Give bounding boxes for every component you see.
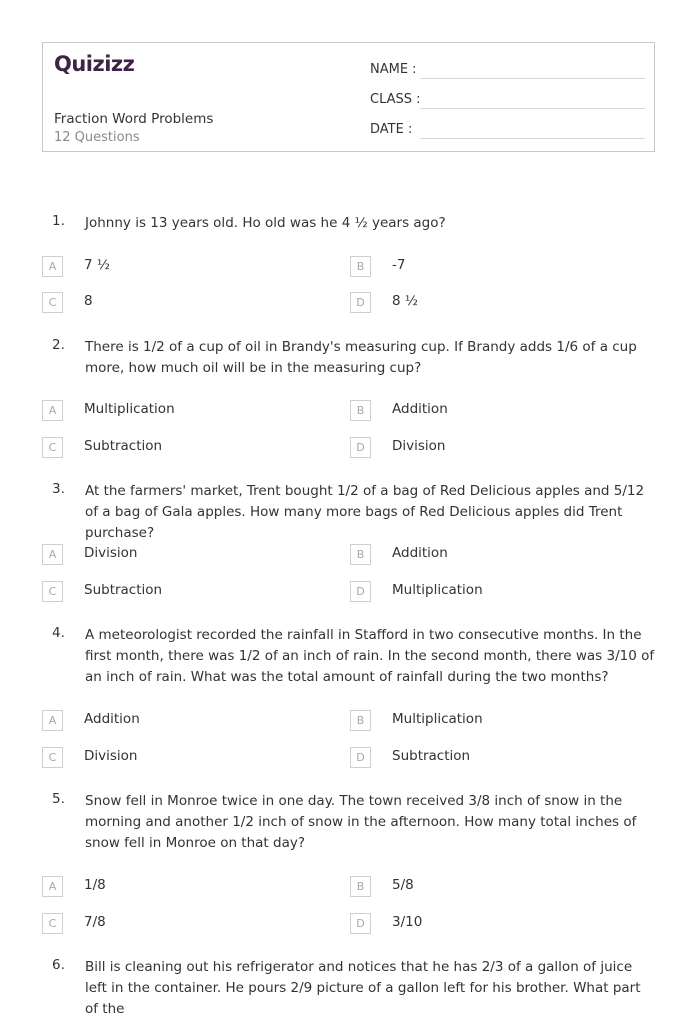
date-label: DATE : [370,122,413,137]
quizizz-logo: Quizizz [54,52,135,76]
option-text: Addition [392,545,448,561]
option-text: Division [84,545,138,561]
option-text: 7/8 [84,914,106,930]
date-field[interactable] [370,122,645,140]
question-number: 3. [52,481,65,497]
option-text: Addition [84,711,140,727]
option-letter-box: C [42,747,63,768]
question-number: 5. [52,791,65,807]
option-letter-box: C [42,292,63,313]
option-text: 7 ½ [84,257,110,273]
class-line [420,108,645,109]
option-letter-box: A [42,256,63,277]
option-letter-box: A [42,876,63,897]
option-letter-box: B [350,400,371,421]
question-text: Snow fell in Monroe twice in one day. The town received 3/8 inch of snow in the morning and another 1/2 inch of snow in the afternoon. How many total inches of snow fell in Monroe on that day? [85,793,637,851]
option-text: Division [392,438,446,454]
question-number: 4. [52,625,65,641]
option-text: Division [84,748,138,764]
question-text: A meteorologist recorded the rainfall in Stafford in two consecutive months. In the first month, there was 1/2 of an inch of rain. In the second month, there was 3/10 of an inch of rain. What was the total amount of rainfall during the two months? [85,627,655,685]
question-text: Johnny is 13 years old. Ho old was he 4 ½ years ago? [85,215,446,231]
option-text: Multiplication [392,582,483,598]
worksheet-header [42,42,655,152]
option-letter-box: B [350,256,371,277]
question-text: At the farmers' market, Trent bought 1/2 of a bag of Red Delicious apples and 5/12 of a bag of Gala apples. How many more bags of Red Delicious apples did Trent purchase? [85,483,645,541]
option-text: -7 [392,257,406,273]
option-text: 5/8 [392,877,414,893]
option-text: Subtraction [392,748,471,764]
option-text: 3/10 [392,914,423,930]
option-text: Subtraction [84,582,163,598]
question-text: There is 1/2 of a cup of oil in Brandy's measuring cup. If Brandy adds 1/6 of a cup more, how much oil will be in the measuring cup? [85,339,637,376]
option-letter-box: D [350,292,371,313]
option-letter-box: D [350,581,371,602]
option-letter-box: A [42,544,63,565]
question-count: 12 Questions [54,130,140,145]
option-letter-box: C [42,913,63,934]
option-text: Addition [392,401,448,417]
option-text: 1/8 [84,877,106,893]
class-field[interactable] [370,92,645,110]
question-number: 1. [52,213,65,229]
option-text: 8 ½ [392,293,418,309]
name-field[interactable] [370,62,645,80]
option-letter-box: C [42,437,63,458]
option-text: 8 [84,293,93,309]
question-number: 6. [52,957,65,973]
option-text: Subtraction [84,438,163,454]
option-text: Multiplication [84,401,175,417]
question-text: Bill is cleaning out his refrigerator and notices that he has 2/3 of a gallon of juice left in the container. He pours 2/9 picture of a gallon left for his brother. What part of the [85,959,641,1017]
option-letter-box: B [350,876,371,897]
option-letter-box: A [42,710,63,731]
option-letter-box: A [42,400,63,421]
option-letter-box: D [350,747,371,768]
date-line [420,138,645,139]
worksheet-title: Fraction Word Problems [54,111,214,127]
option-letter-box: D [350,913,371,934]
option-letter-box: B [350,544,371,565]
option-letter-box: D [350,437,371,458]
option-letter-box: B [350,710,371,731]
question-number: 2. [52,337,65,353]
option-text: Multiplication [392,711,483,727]
name-line [420,78,645,79]
name-label: NAME : [370,62,417,77]
option-letter-box: C [42,581,63,602]
class-label: CLASS : [370,92,421,107]
